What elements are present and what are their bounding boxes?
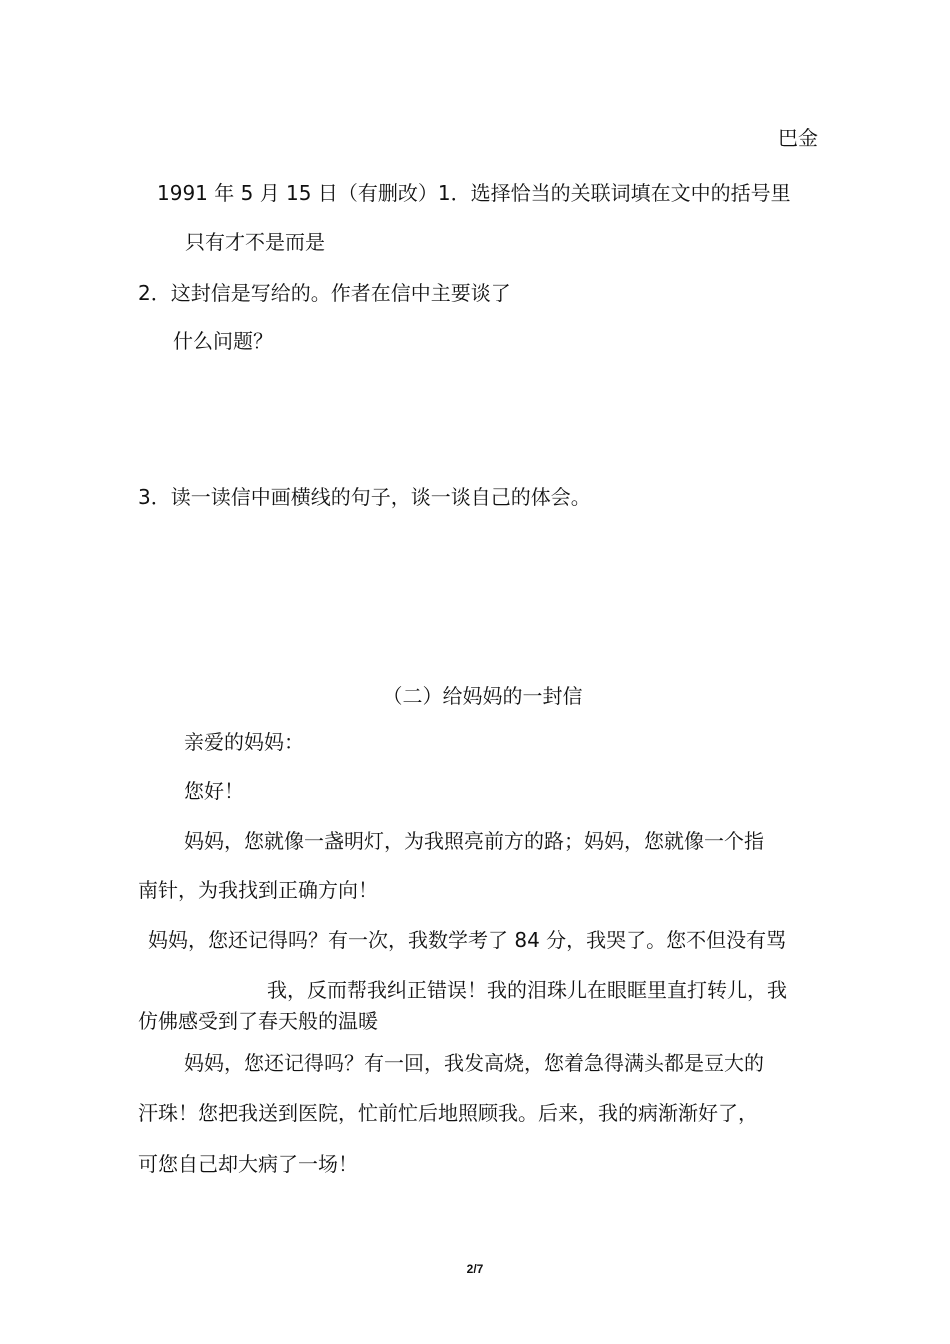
paragraph-3-line-2: 汗珠！您把我送到医院，忙前忙后地照顾我。后来，我的病渐渐好了， [138, 1101, 758, 1125]
letter-salutation: 亲爱的妈妈： [184, 730, 304, 754]
paragraph-3-line-1: 妈妈，您还记得吗？有一回，我发高烧，您着急得满头都是豆大的 [184, 1051, 764, 1075]
date-and-question-1: 1991 年 5 月 15 日（有删改）1．选择恰当的关联词填在文中的括号里 [157, 181, 791, 205]
paragraph-2-line-3: 仿佛感受到了春天般的温暖 [138, 1009, 378, 1033]
paragraph-1-line-1: 妈妈，您就像一盏明灯，为我照亮前方的路；妈妈，您就像一个指 [184, 829, 764, 853]
paragraph-2-line-2: 我，反而帮我纠正错误！我的泪珠儿在眼眶里直打转儿，我 [267, 978, 787, 1002]
author-signature: 巴金 [778, 126, 818, 150]
paragraph-2-line-1: 妈妈，您还记得吗？有一次，我数学考了 84 分，我哭了。您不但没有骂 [148, 928, 787, 952]
letter-greeting: 您好！ [184, 779, 244, 803]
paragraph-1-line-2: 南针，为我找到正确方向！ [138, 878, 378, 902]
question-3: 3．读一读信中画横线的句子，谈一谈自己的体会。 [138, 485, 591, 509]
question-1-options: 只有才不是而是 [185, 230, 325, 254]
section-title: （二）给妈妈的一封信 [382, 684, 583, 708]
page-number: 2/7 [466, 1262, 484, 1276]
question-2-line-1: 2．这封信是写给的。作者在信中主要谈了 [138, 281, 511, 305]
paragraph-3-line-3: 可您自己却大病了一场！ [138, 1152, 358, 1176]
question-2-line-2: 什么问题？ [173, 329, 273, 353]
